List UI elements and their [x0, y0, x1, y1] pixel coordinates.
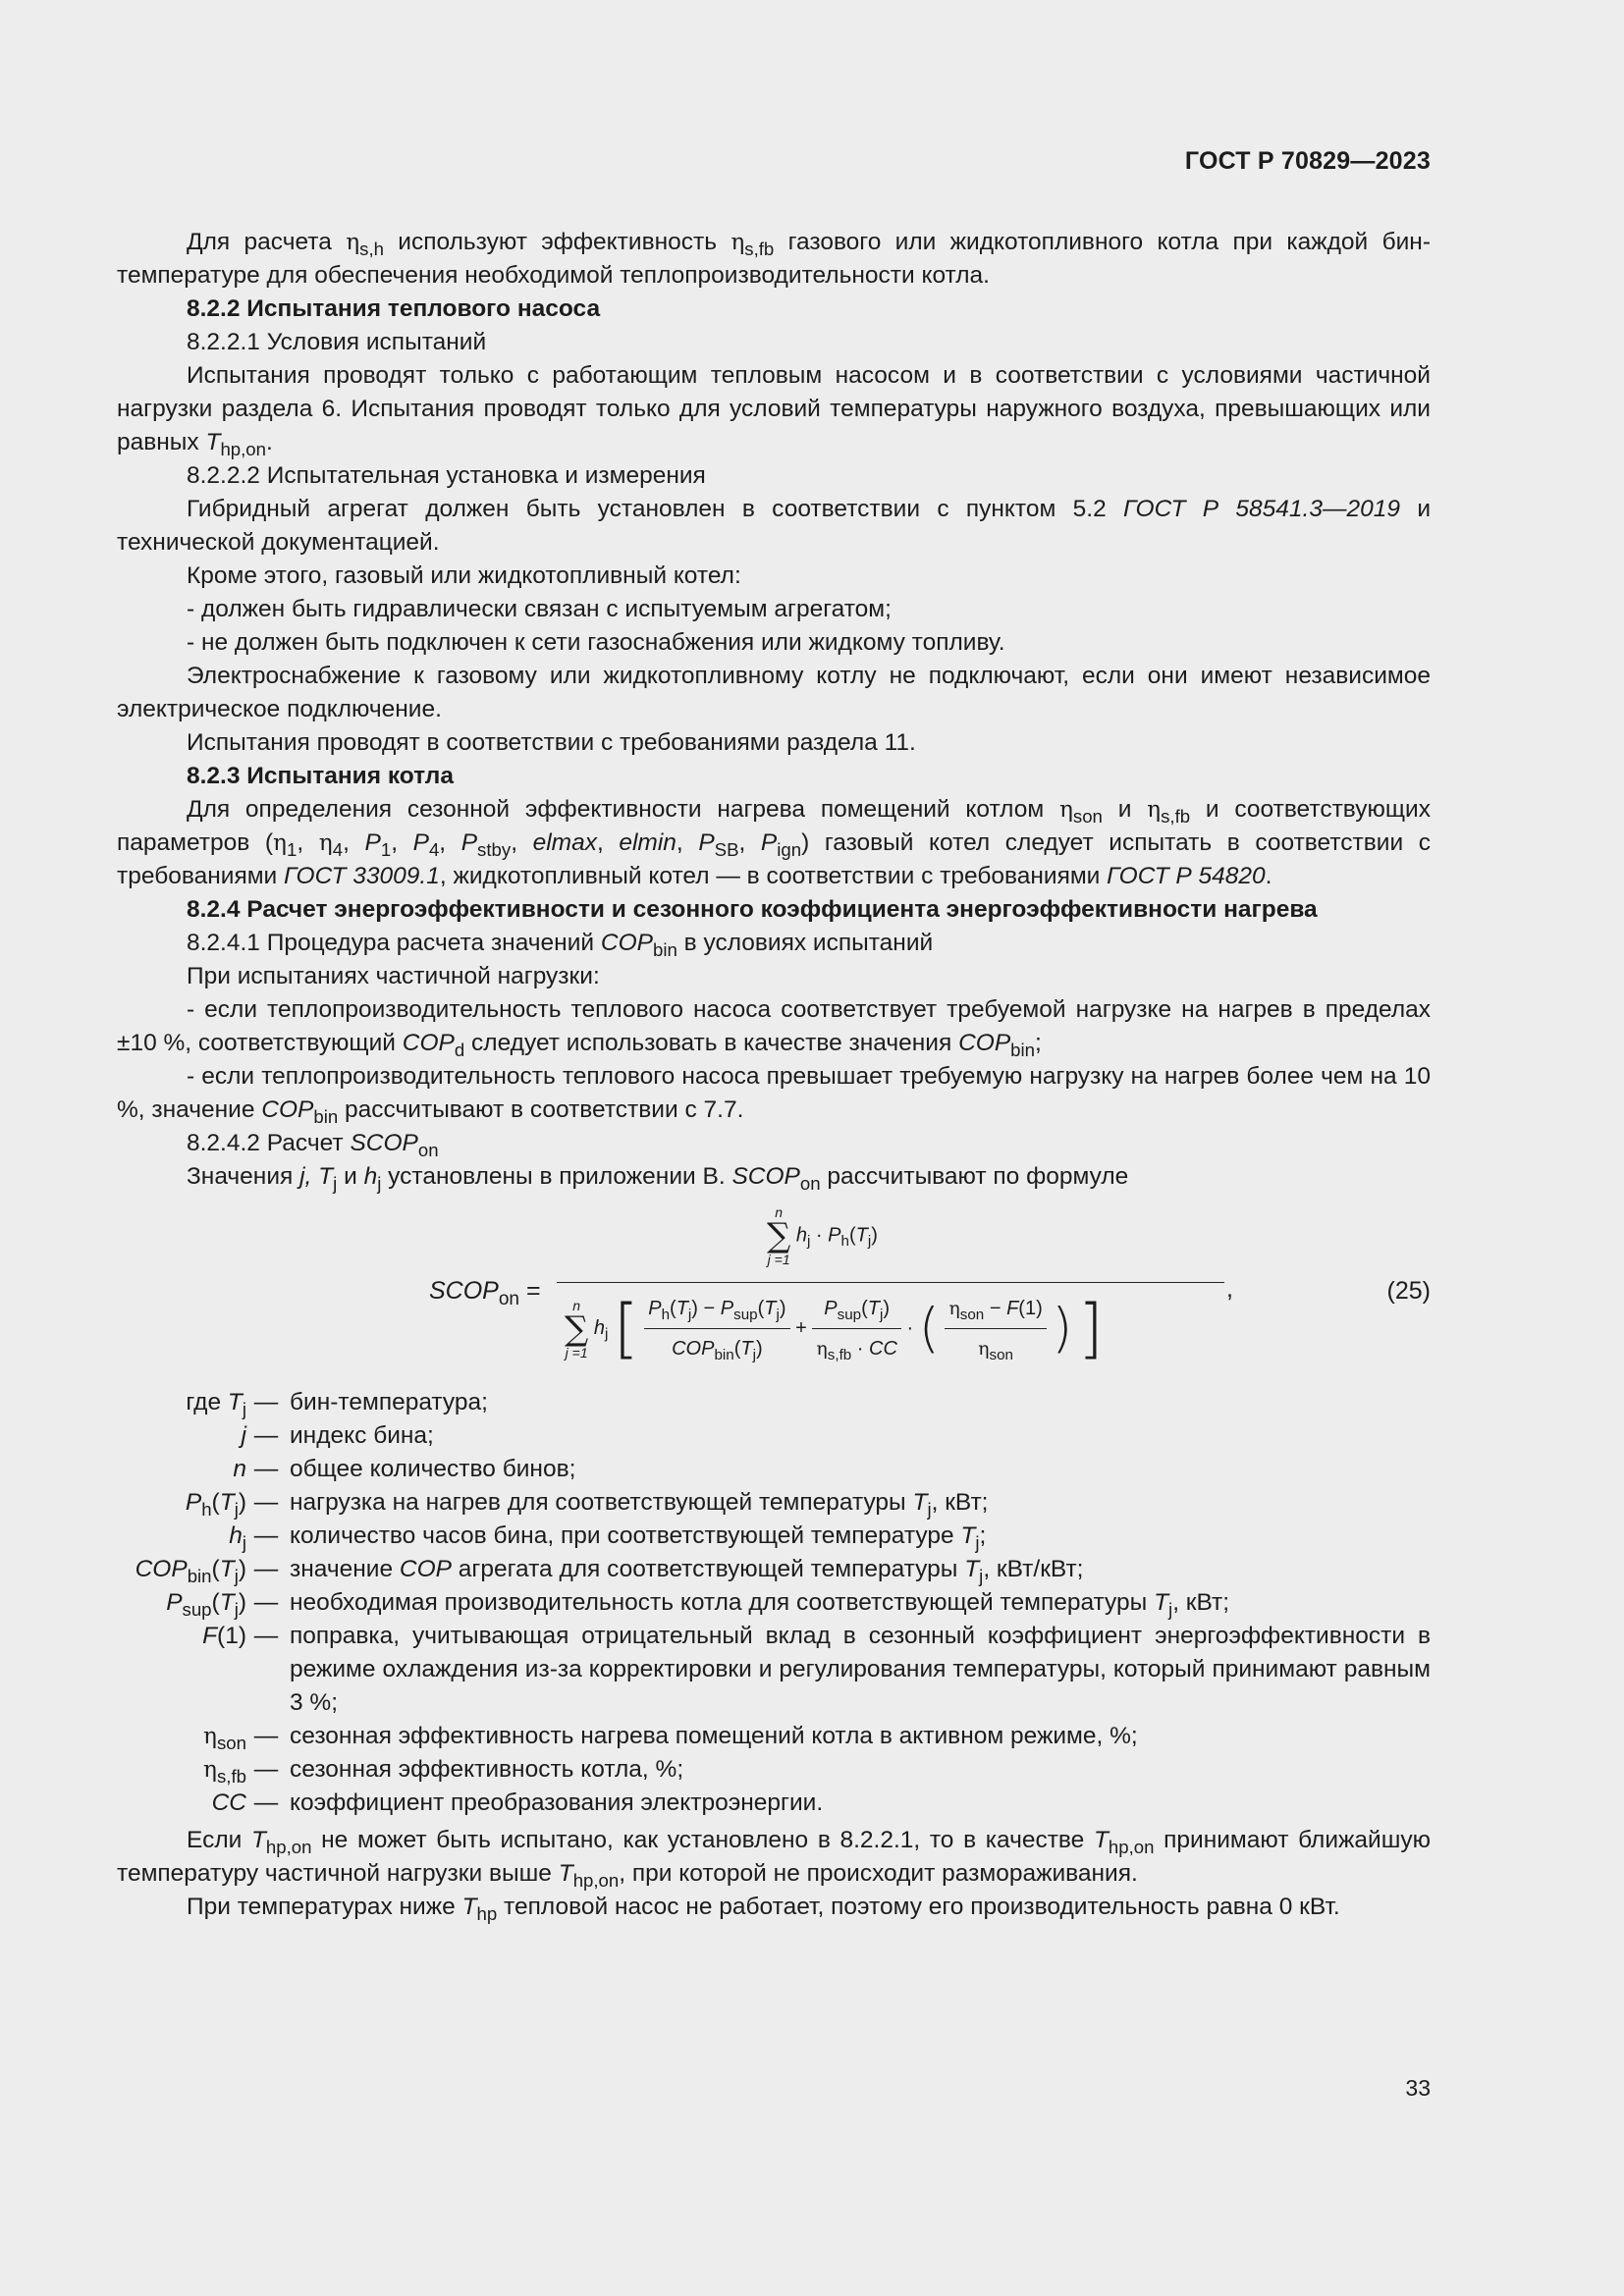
- list-item: - должен быть гидравлически связан с испытуемым агрегатом;: [187, 596, 892, 622]
- list-item: - если теплопроизводительность теплового насоса соответствует требуемой нагрузке на нагрев в пределах ±10 %, соответствующий $COP_d$ следует использовать в качестве значения $COP_{bin}$;: [117, 996, 1431, 1060]
- definition-row: $\eta_{s,fb}$ — сезонная эффективность котла, %;: [203, 1756, 684, 1787]
- paragraph-thp-on: Если $T_{hp,on}$ не может быть испытано, как установлено в 8.2.2.1, то в качестве $T_{hp,on}$ принимают ближайшую температуру частичной нагрузки выше $T_{hp,on}$, при которой не происходит размораживания.: [117, 1827, 1431, 1891]
- paragraph-thp: При температурах ниже $T_{hp}$ тепловой насос не работает, поэтому его производительность равна 0 кВт.: [187, 1894, 1340, 1924]
- paragraph-boiler-intro: Кроме этого, газовый или жидкотопливный котел:: [187, 562, 741, 589]
- document-header: ГОСТ Р 70829—2023: [1184, 147, 1431, 175]
- definition-row: j — индекс бина;: [241, 1422, 434, 1449]
- paragraph-values: Значения j, $T_j$ и $h_j$ установлены в приложении В. $SCOP_{on}$ рассчитывают по формуле: [187, 1163, 1129, 1194]
- heading-8-2-4: 8.2.4 Расчет энергоэффективности и сезонного коэффициента энергоэффективности нагрева: [187, 896, 1318, 923]
- subheading-8-2-2-2: 8.2.2.2 Испытательная установка и измерения: [187, 462, 706, 489]
- definition-row: $P_h(T_j)$ — нагрузка на нагрев для соответствующей температуры $T_j$, кВт;: [185, 1489, 989, 1520]
- list-item: - если теплопроизводительность теплового насоса превышает требуемую нагрузку на нагрев более чем на 10 %, значение $COP_{bin}$ рассчитывают в соответствии с 7.7.: [117, 1063, 1431, 1127]
- formula-denominator: n ∑ j =1 $h_j$ [ $P_h(T_j) - P_{sup}(T_j)$ $COP_{bin}(T_j)$ + $P_{sup}(T_j)$ $\eta_{s,fb}$ · CC · ( $\eta_{son} - F(1)$ $\eta_{son}$ ) ]: [565, 1290, 1104, 1366]
- formula-numerator: n ∑ j =1 $h_j \cdot P_h(T_j)$: [767, 1204, 878, 1267]
- intro-paragraph: Для расчета $\eta_{s,h}$ используют эффективность $\eta_{s,fb}$ газового или жидкотопливного котла при каждой бин-температуре для обеспечения необходимой теплопроизводительности котла.: [117, 229, 1431, 289]
- definition-row: $COP_{bin}(T_j)$ — значение COP агрегата для соответствующей температуры $T_j$, кВт/кВт;: [135, 1556, 1084, 1586]
- paragraph-partial-load: При испытаниях частичной нагрузки:: [187, 963, 600, 989]
- definition-row: n — общее количество бинов;: [233, 1456, 576, 1482]
- symbol-definitions: [117, 1386, 1431, 1820]
- formula-comma: ,: [1226, 1275, 1233, 1303]
- heading-8-2-3: 8.2.3 Испытания котла: [187, 763, 455, 789]
- definition-row: $h_j$ — количество часов бина, при соответствующей температуре $T_j$;: [229, 1522, 987, 1553]
- definition-row: $\eta_{son}$ — сезонная эффективность нагрева помещений котла в активном режиме, %;: [203, 1723, 1138, 1753]
- reference-gost-33009: ГОСТ 33009.1: [284, 863, 440, 889]
- subheading-8-2-4-1: 8.2.4.1 Процедура расчета значений $COP_{bin}$ в условиях испытаний: [187, 930, 934, 960]
- subheading-8-2-2-1: 8.2.2.1 Условия испытаний: [187, 329, 487, 355]
- paragraph-power-supply: Электроснабжение к газовому или жидкотопливному котлу не подключают, если они имеют независимое электрическое подключение.: [117, 663, 1431, 722]
- page-number: 33: [1405, 2075, 1431, 2101]
- paragraph-section-11: Испытания проводят в соответствии с требованиями раздела 11.: [187, 729, 916, 756]
- definition-row: F(1) — поправка, учитывающая отрицательный вклад в сезонный коэффициент энергоэффективности в режиме охлаждения из-за корректировки и регулирования температуры, который принимают равным 3 %;: [202, 1623, 1431, 1716]
- reference-gost-58541: ГОСТ Р 58541.3—2019: [1123, 496, 1400, 522]
- paragraph-installation: Гибридный агрегат должен быть установлен в соответствии с пунктом 5.2 ГОСТ Р 58541.3—2019 и технической документацией.: [117, 496, 1432, 556]
- list-item: - не должен быть подключен к сети газоснабжения или жидкому топливу.: [187, 629, 1005, 656]
- document-body: [117, 226, 1431, 1924]
- definition-row: CC — коэффициент преобразования электроэнергии.: [211, 1789, 824, 1816]
- paragraph-boiler-tests: Для определения сезонной эффективности нагрева помещений котлом $\eta_{son}$ и $\eta_{s,fb}$ и соответствующих параметров ($\eta_1$, $\eta_4$, $P_1$, $P_4$, $P_{stby}$, elmax, elmin, $P_{SB}$, $P_{ign}$) газовый котел следует испытать в соответствии с требованиями ГОСТ 33009.1, жидкотопливный котел — в соответствии с требованиями ГОСТ Р 54820.: [117, 796, 1431, 889]
- reference-gost-54820: ГОСТ Р 54820: [1107, 863, 1266, 889]
- formula-fraction-bar: [557, 1282, 1224, 1283]
- formula-25: [117, 1201, 1431, 1374]
- heading-8-2-2: 8.2.2 Испытания теплового насоса: [187, 295, 601, 322]
- formula-lhs: $SCOP_{on}$ =: [429, 1277, 541, 1310]
- paragraph-test-conditions: Испытания проводят только с работающим тепловым насосом и в соответствии с условиями частичной нагрузки раздела 6. Испытания проводят только для условий температуры наружного воздуха, превышающих или равных $T_{hp,on}$.: [117, 362, 1431, 459]
- subheading-8-2-4-2: 8.2.4.2 Расчет $SCOP_{on}$: [187, 1130, 439, 1160]
- formula-number: (25): [1386, 1277, 1431, 1305]
- definition-row: где $T_j$ — бин-температура;: [186, 1389, 488, 1419]
- definition-row: $P_{sup}(T_j)$ — необходимая производительность котла для соответствующей температуры $T_j$, кВт;: [166, 1589, 1230, 1620]
